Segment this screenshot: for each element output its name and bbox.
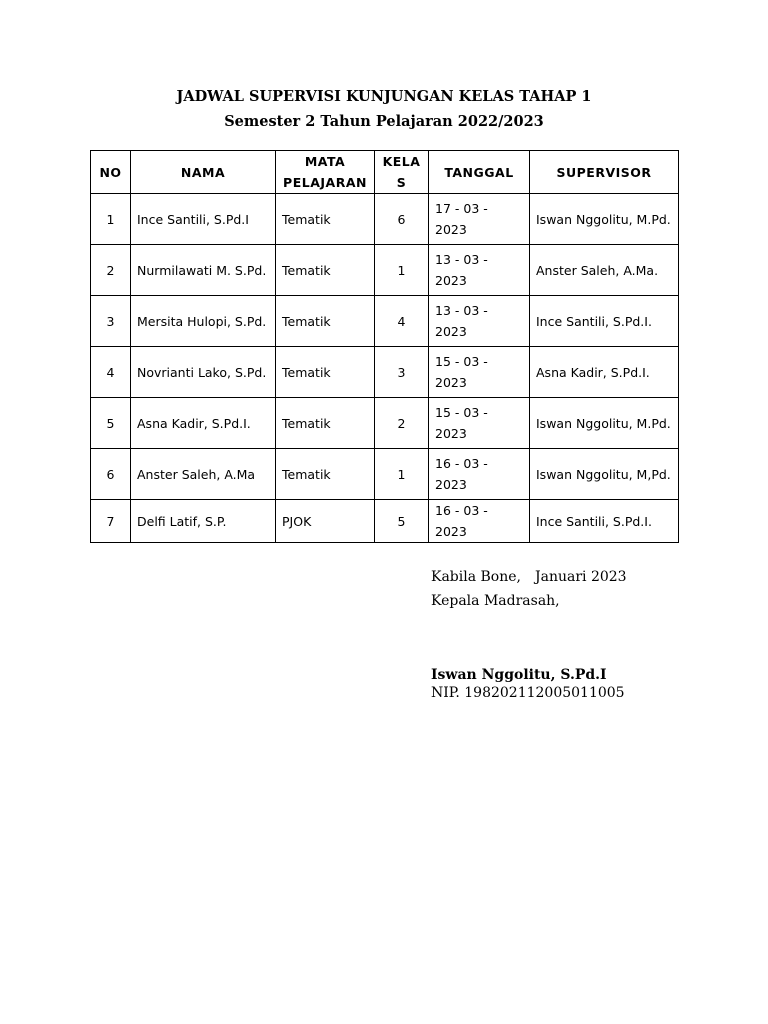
cell-tanggal: 13 - 03 - 2023 bbox=[429, 245, 530, 296]
cell-tanggal: 16 - 03 - 2023 bbox=[429, 500, 530, 543]
cell-supervisor: Iswan Nggolitu, M,Pd. bbox=[530, 449, 679, 500]
table-row bbox=[91, 347, 679, 398]
table-header-row bbox=[91, 151, 679, 194]
cell-no: 5 bbox=[91, 398, 131, 449]
cell-supervisor: Anster Saleh, A.Ma. bbox=[530, 245, 679, 296]
cell-tanggal: 13 - 03 - 2023 bbox=[429, 296, 530, 347]
cell-nama: Delfi Latif, S.P. bbox=[131, 500, 276, 543]
table-row bbox=[91, 449, 679, 500]
cell-no: 3 bbox=[91, 296, 131, 347]
cell-mapel: Tematik bbox=[276, 347, 375, 398]
signature-place: Kabila Bone, bbox=[431, 569, 521, 585]
header-no: NO bbox=[91, 151, 131, 194]
header-kelas bbox=[375, 151, 429, 194]
cell-kelas: 5 bbox=[375, 500, 429, 543]
cell-kelas: 4 bbox=[375, 296, 429, 347]
cell-no: 6 bbox=[91, 449, 131, 500]
header-mata-line2: PELAJARAN bbox=[283, 175, 367, 190]
cell-tanggal: 16 - 03 - 2023 bbox=[429, 449, 530, 500]
header-mata-line1: MATA bbox=[304, 154, 346, 169]
header-tanggal: TANGGAL bbox=[429, 151, 530, 194]
header-kelas-line2: S bbox=[396, 175, 407, 190]
cell-supervisor: Iswan Nggolitu, M.Pd. bbox=[530, 398, 679, 449]
cell-kelas: 3 bbox=[375, 347, 429, 398]
cell-mapel: PJOK bbox=[276, 500, 375, 543]
table-row bbox=[91, 296, 679, 347]
cell-supervisor: Asna Kadir, S.Pd.I. bbox=[530, 347, 679, 398]
cell-tanggal: 17 - 03 - 2023 bbox=[429, 194, 530, 245]
cell-kelas: 1 bbox=[375, 245, 429, 296]
table-row bbox=[91, 398, 679, 449]
signature-name: Iswan Nggolitu, S.Pd.I bbox=[431, 667, 607, 683]
signature-role: Kepala Madrasah, bbox=[431, 593, 560, 609]
cell-no: 2 bbox=[91, 245, 131, 296]
cell-supervisor: Ince Santili, S.Pd.I. bbox=[530, 500, 679, 543]
cell-nama: Asna Kadir, S.Pd.I. bbox=[131, 398, 276, 449]
schedule-table bbox=[90, 150, 679, 543]
header-nama: NAMA bbox=[131, 151, 276, 194]
header-kelas-line1: KELA bbox=[382, 154, 421, 169]
cell-supervisor: Iswan Nggolitu, M.Pd. bbox=[530, 194, 679, 245]
signature-place-date bbox=[431, 569, 627, 585]
cell-kelas: 6 bbox=[375, 194, 429, 245]
cell-mapel: Tematik bbox=[276, 398, 375, 449]
cell-mapel: Tematik bbox=[276, 194, 375, 245]
cell-kelas: 2 bbox=[375, 398, 429, 449]
cell-nama: Ince Santili, S.Pd.I bbox=[131, 194, 276, 245]
header-mata-pelajaran bbox=[276, 151, 375, 194]
cell-no: 4 bbox=[91, 347, 131, 398]
cell-no: 1 bbox=[91, 194, 131, 245]
cell-mapel: Tematik bbox=[276, 296, 375, 347]
cell-nama: Anster Saleh, A.Ma bbox=[131, 449, 276, 500]
cell-mapel: Tematik bbox=[276, 245, 375, 296]
header-supervisor: SUPERVISOR bbox=[530, 151, 679, 194]
cell-nama: Nurmilawati M. S.Pd. bbox=[131, 245, 276, 296]
document-subtitle: Semester 2 Tahun Pelajaran 2022/2023 bbox=[224, 113, 544, 130]
cell-kelas: 1 bbox=[375, 449, 429, 500]
document-title: JADWAL SUPERVISI KUNJUNGAN KELAS TAHAP 1 bbox=[176, 88, 592, 105]
cell-supervisor: Ince Santili, S.Pd.I. bbox=[530, 296, 679, 347]
cell-mapel: Tematik bbox=[276, 449, 375, 500]
cell-no: 7 bbox=[91, 500, 131, 543]
cell-nama: Novrianti Lako, S.Pd. bbox=[131, 347, 276, 398]
signature-date: Januari 2023 bbox=[535, 569, 627, 585]
table-row bbox=[91, 500, 679, 543]
table-row bbox=[91, 245, 679, 296]
cell-tanggal: 15 - 03 - 2023 bbox=[429, 398, 530, 449]
table-row bbox=[91, 194, 679, 245]
cell-nama: Mersita Hulopi, S.Pd. bbox=[131, 296, 276, 347]
cell-tanggal: 15 - 03 - 2023 bbox=[429, 347, 530, 398]
signature-nip: NIP. 198202112005011005 bbox=[431, 685, 625, 701]
